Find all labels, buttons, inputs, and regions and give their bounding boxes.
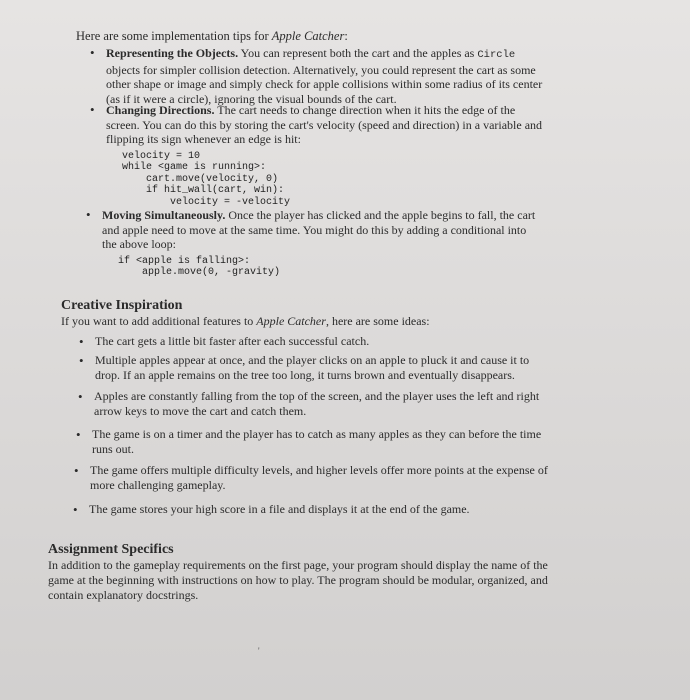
creative-heading: Creative Inspiration <box>61 298 183 313</box>
idea-item <box>74 463 550 493</box>
tip-moving-simultaneously <box>86 207 542 279</box>
creative-intro-suffix: , here are some ideas: <box>325 314 430 328</box>
inline-code: Circle <box>477 49 516 61</box>
tip-text: Once the player has clicked and the apple begins to fall, the cart and apple need to move at the same time. You might do this by adding a conditional into the above loop: <box>102 208 536 251</box>
stray-mark: ' <box>258 646 260 656</box>
tip-text: objects for simpler collision detection. Alternatively, you could represent the cart as some other shape or image and simply check for apple collisions within some radius of its center (as if it were a circle), ignoring the visual bounds of the cart. <box>106 62 543 106</box>
idea-item <box>78 389 554 419</box>
idea-text: The game offers multiple difficulty levels, and higher levels offer more points at the expense of more challenging gameplay. <box>90 463 548 492</box>
tip-text: You can represent both the cart and the apples as <box>238 46 478 60</box>
intro-suffix: : <box>344 29 348 43</box>
code-block-velocity: velocity = 10 while <game is running>: cart.move(velocity, 0) if hit_wall(cart, win): velocity = -velocity <box>122 150 291 208</box>
idea-text: Apples are constantly falling from the top of the screen, and the player uses the left and right arrow keys to move the cart and catch them. <box>94 389 540 418</box>
creative-intro-prefix: If you want to add additional features to <box>61 314 257 328</box>
tip-changing-directions <box>90 102 546 208</box>
idea-item <box>79 334 555 349</box>
tip-heading: Changing Directions. <box>106 103 215 117</box>
bullet-icon: • <box>86 207 91 222</box>
code-block-apple: if <apple is falling>: apple.move(0, -gravity) <box>118 255 281 278</box>
intro-line <box>76 29 636 44</box>
bullet-icon: • <box>90 45 95 60</box>
idea-text: The game is on a timer and the player has to catch as many apples as they can before the time runs out. <box>92 427 542 456</box>
creative-intro <box>61 314 561 329</box>
idea-text: The game stores your high score in a file and displays it at the end of the game. <box>89 502 470 516</box>
intro-prefix: Here are some implementation tips for <box>76 29 272 43</box>
bullet-icon: • <box>73 502 78 517</box>
creative-intro-title: Apple Catcher <box>256 314 326 328</box>
bullet-icon: • <box>79 334 84 349</box>
bullet-icon: • <box>76 427 81 442</box>
bullet-icon: • <box>79 353 84 368</box>
idea-text: The cart gets a little bit faster after each successful catch. <box>95 334 370 348</box>
idea-item <box>79 353 555 383</box>
tip-representing-objects <box>90 45 546 106</box>
idea-item <box>73 502 549 517</box>
bullet-icon: • <box>78 389 83 404</box>
bullet-icon: • <box>90 102 95 117</box>
assignment-heading: Assignment Specifics <box>48 542 174 557</box>
bullet-icon: • <box>74 463 79 478</box>
assignment-text: In addition to the gameplay requirements on the first page, your program should display the name of the game at the beginning with instructions on how to play. The program should be modular, organized, and contain explanatory docstrings. <box>48 558 548 602</box>
idea-text: Multiple apples appear at once, and the player clicks on an apple to pluck it and cause it to drop. If an apple remains on the tree too long, it turns brown and eventually disappears. <box>95 353 530 382</box>
tip-heading: Moving Simultaneously. <box>102 208 226 222</box>
tip-text: The cart needs to change direction when it hits the edge of the screen. You can do this by storing the cart's velocity (speed and direction) in a variable and flipping its sign whenever an edge is hit: <box>106 103 543 146</box>
tip-heading: Representing the Objects. <box>106 46 239 60</box>
idea-item <box>76 427 552 457</box>
intro-title: Apple Catcher <box>271 29 345 43</box>
